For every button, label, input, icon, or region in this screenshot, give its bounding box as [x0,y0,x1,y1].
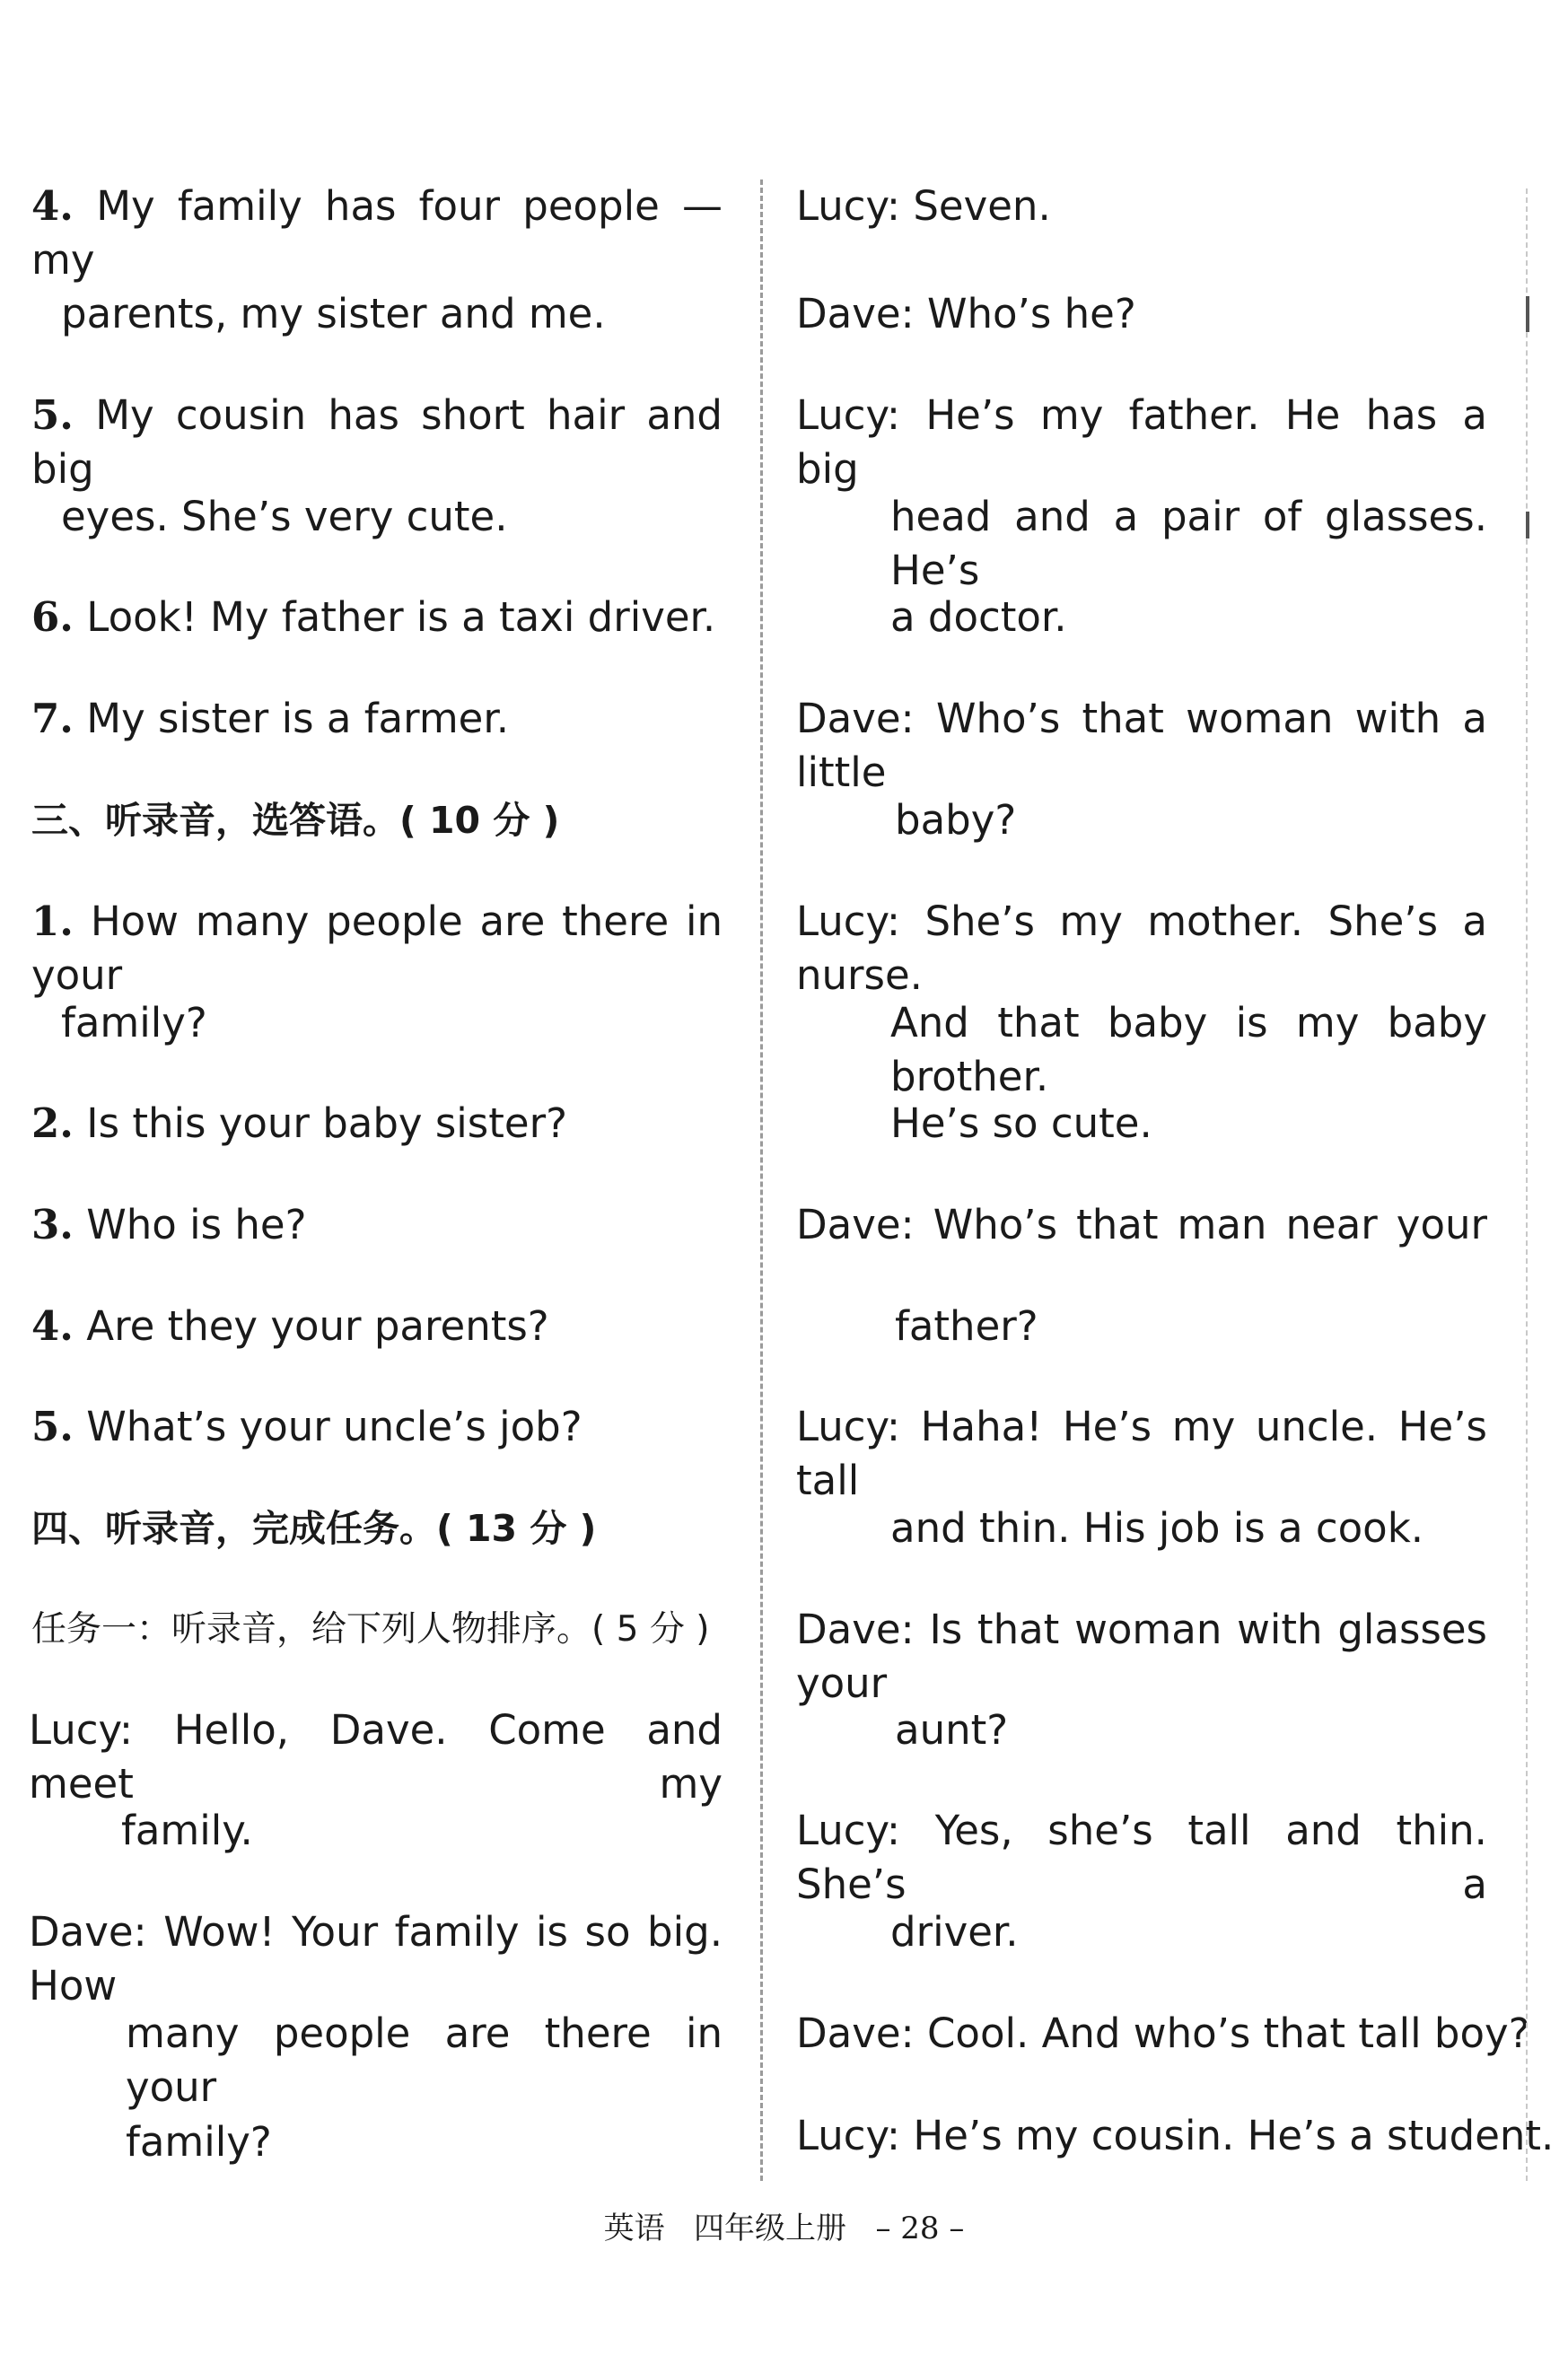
dialogue-lucy-4: Lucy: She’s my mother. She’s a nurse. [796,897,1487,999]
question-4: 4. Are they your parents? [31,1302,549,1350]
dialogue-dave-1-continued-2: family? [126,2118,272,2166]
statement-6: 6. Look! My father is a taxi driver. [31,593,716,641]
statement-4-continued: parents, my sister and me. [61,290,606,337]
section-3-heading: 三、听录音，选答语。( 10 分 ) [31,799,560,842]
statement-7: 7. My sister is a farmer. [31,695,510,742]
task-1-heading: 任务一：听录音，给下列人物排序。( 5 分 ) [31,1609,710,1650]
column-divider [760,179,763,2181]
dialogue-dave-6: Dave: Cool. And who’s that tall boy? [796,2009,1530,2057]
question-1-continued: family? [61,999,207,1046]
page-footer: 英语 四年级上册 – 28 – [603,2211,965,2246]
dialogue-dave-2: Dave: Who’s he? [796,290,1136,337]
dialogue-lucy-4-continued: And that baby is my baby brother. [890,999,1487,1100]
question-1: 1. How many people are there in your [31,897,723,999]
statement-5-continued: eyes. She’s very cute. [61,493,508,540]
dialogue-dave-3-continued: baby? [895,796,1017,844]
dialogue-dave-1: Dave: Wow! Your family is so big. How [29,1908,723,2009]
dialogue-lucy-5-continued: and thin. His job is a cook. [890,1504,1424,1552]
dialogue-lucy-6: Lucy: Yes, she’s tall and thin. She’s a [796,1807,1487,1908]
dialogue-lucy-3-continued-2: a doctor. [890,593,1067,641]
dialogue-lucy-3: Lucy: He’s my father. He has a big [796,391,1487,493]
statement-4: 4. My family has four people — my [31,182,723,284]
binding-edge-line [1526,188,1528,2181]
dialogue-dave-3: Dave: Who’s that woman with a little [796,695,1487,796]
binding-edge-mark [1526,512,1529,538]
dialogue-lucy-2: Lucy: Seven. [796,182,1051,230]
statement-5: 5. My cousin has short hair and big [31,391,723,493]
dialogue-lucy-7: Lucy: He’s my cousin. He’s a student. [796,2112,1555,2159]
dialogue-lucy-6-continued: driver. [890,1908,1019,1956]
dialogue-dave-1-continued: many people are there in your [126,2009,723,2111]
question-2: 2. Is this your baby sister? [31,1099,567,1147]
dialogue-dave-5: Dave: Is that woman with glasses your [796,1606,1487,1707]
section-4-heading: 四、听录音，完成任务。( 13 分 ) [31,1507,597,1550]
dialogue-dave-4-continued: father? [895,1302,1038,1350]
dialogue-dave-5-continued: aunt? [895,1706,1009,1754]
dialogue-lucy-5: Lucy: Haha! He’s my uncle. He’s tall [796,1403,1487,1504]
dialogue-dave-4: Dave: Who’s that man near your [796,1201,1487,1248]
dialogue-lucy-1-continued: family. [121,1807,253,1854]
dialogue-lucy-3-continued: head and a pair of glasses. He’s [890,493,1487,594]
question-3: 3. Who is he? [31,1201,307,1248]
binding-edge-mark [1526,296,1529,332]
question-5: 5. What’s your uncle’s job? [31,1403,583,1450]
dialogue-lucy-1: Lucy: Hello, Dave. Come and meet my [29,1706,723,1808]
dialogue-lucy-4-continued-2: He’s so cute. [890,1099,1152,1147]
